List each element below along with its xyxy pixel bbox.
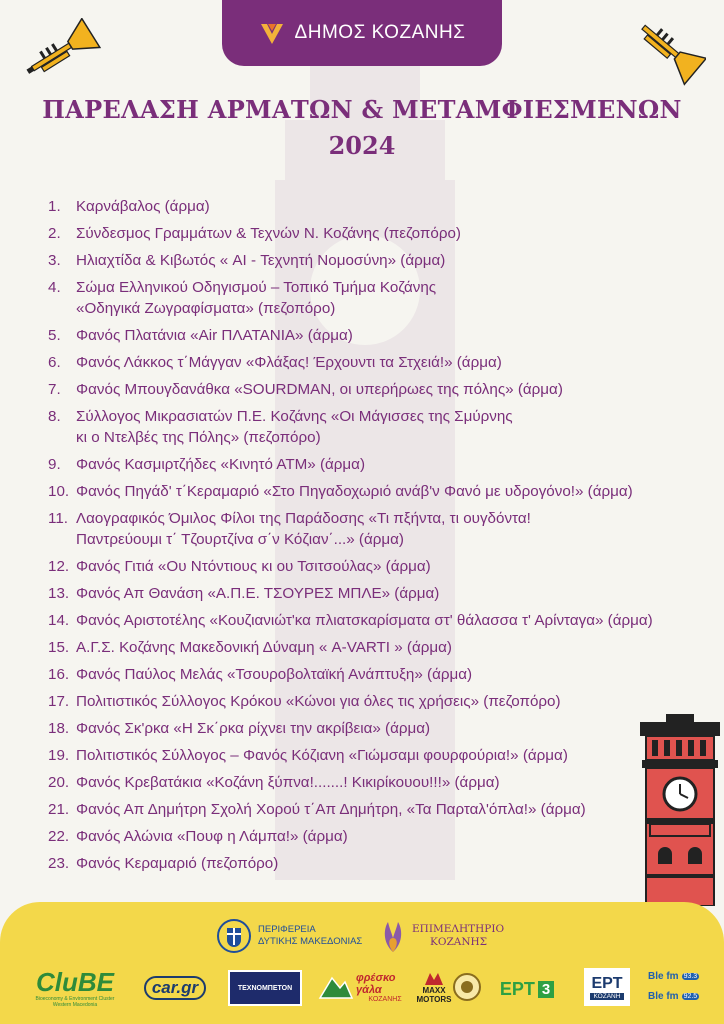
list-item bbox=[48, 826, 698, 847]
list-item-text bbox=[76, 772, 698, 793]
technobeton-text: ΤΕΧΝΟΜΠΕΤΟΝ bbox=[237, 984, 293, 992]
list-item-line: Φανός Σκ'ρκα «Η Σκ΄ρκα ρίχνει την ακρίβεια» (άρμα) bbox=[76, 720, 431, 737]
clube-logo bbox=[22, 968, 128, 1008]
municipality-name: ΔΗΜΟΣ ΚΟΖΑΝΗΣ bbox=[294, 22, 466, 43]
list-item-line: κι ο Ντελβές της Πόλης» (πεζοπόρο) bbox=[76, 429, 321, 446]
clube-subtitle: Bioeconomy & Environment Cluster Western Macedonia bbox=[35, 996, 115, 1008]
list-item bbox=[48, 379, 698, 400]
blefm-freq-1: 93.3 bbox=[683, 972, 698, 980]
list-item-number: 5. bbox=[48, 327, 61, 344]
list-item-text bbox=[76, 223, 698, 244]
association-badge-icon bbox=[452, 972, 482, 1002]
list-item-text bbox=[76, 745, 698, 766]
list-item bbox=[48, 481, 698, 502]
list-item-line: Φανός Κρεβατάκια «Κοζάνη ξύπνα!.......! Κικιρίκουου!!!» (άρμα) bbox=[76, 774, 500, 791]
list-item-line: Φανός Λάκκος τ΄Μάγγαν «Φλάξας! Έρχουντι τα Στχειά!» (άρμα) bbox=[76, 354, 502, 371]
list-item bbox=[48, 454, 698, 475]
list-item-line: Φανός Πηγάδ' τ΄Κεραμαριό «Στο Πηγαδοχωριό ανάβ'ν Φανό με υδρογόνο!» (άρμα) bbox=[76, 483, 633, 500]
page-year: 2024 bbox=[328, 131, 396, 160]
clube-name: CluBE bbox=[36, 967, 114, 997]
list-item-text bbox=[76, 853, 698, 874]
list-item bbox=[48, 664, 698, 685]
clock-tower-icon bbox=[636, 714, 724, 906]
list-item bbox=[48, 406, 698, 448]
page-title: ΠΑΡΕΛΑΣΗ ΑΡΜΑΤΩΝ & ΜΕΤΑΜΦΙΕΣΜΕΝΩΝ bbox=[42, 95, 682, 124]
list-item bbox=[48, 610, 698, 631]
list-item-text bbox=[76, 610, 698, 631]
region-line1: ΠΕΡΙΦΕΡΕΙΑ bbox=[258, 924, 316, 935]
list-item-number: 23. bbox=[48, 855, 70, 872]
list-item bbox=[48, 556, 698, 577]
list-item-line: Λαογραφικός Όμιλος Φίλοι της Παράδοσης «Τι πξήντα, τι ουγδόντα! bbox=[76, 510, 531, 527]
list-item-number: 17. bbox=[48, 693, 70, 710]
list-item-text bbox=[76, 556, 698, 577]
list-item-text bbox=[76, 583, 698, 604]
list-item-number: 21. bbox=[48, 801, 70, 818]
list-item-number: 19. bbox=[48, 747, 70, 764]
list-item bbox=[48, 196, 698, 217]
cargr-logo bbox=[136, 974, 214, 1002]
list-item-number: 12. bbox=[48, 558, 70, 575]
list-item bbox=[48, 508, 698, 550]
maxx-motors-logo bbox=[414, 968, 454, 1008]
list-item bbox=[48, 718, 698, 739]
list-item-line: Φανός Κασμιρτζήδες «Κινητό ΑΤΜ» (άρμα) bbox=[76, 456, 366, 473]
list-item-text bbox=[76, 508, 698, 550]
list-item-line: Σύνδεσμος Γραμμάτων & Τεχνών Ν. Κοζάνης (πεζοπόρο) bbox=[76, 225, 461, 242]
list-item-line: Σύλλογος Μικρασιατών Π.Ε. Κοζάνης «Οι Μάγισσες της Σμύρνης bbox=[76, 408, 513, 425]
region-line2: ΔΥΤΙΚΗΣ ΜΑΚΕΔΟΝΙΑΣ bbox=[258, 936, 363, 947]
list-item-text bbox=[76, 718, 698, 739]
region-logo bbox=[216, 916, 366, 956]
dairy-city: ΚΟΖΑΝΗΣ bbox=[368, 995, 402, 1003]
mountain-club-logo-icon bbox=[318, 972, 354, 1002]
maxx-line2: MOTORS bbox=[416, 995, 452, 1004]
list-item-number: 1. bbox=[48, 198, 61, 215]
list-item bbox=[48, 799, 698, 820]
list-item-number: 13. bbox=[48, 585, 70, 602]
list-item-line: «Οδηγικά Ζωγραφίσματα» (πεζοπόρο) bbox=[76, 300, 336, 317]
ert3-logo bbox=[492, 976, 562, 1002]
list-item-number: 7. bbox=[48, 381, 61, 398]
list-item-line: Φανός Κεραμαριό (πεζοπόρο) bbox=[76, 855, 279, 872]
list-item-line: Φανός Απ Θανάση «Α.Π.Ε. ΤΣΟΥΡΕΣ ΜΠΛΕ» (άρμα) bbox=[76, 585, 440, 602]
blefm-freq-2: 92.5 bbox=[683, 992, 698, 1000]
list-item bbox=[48, 277, 698, 319]
list-item-number: 4. bbox=[48, 279, 61, 296]
chamber-logo bbox=[378, 914, 518, 958]
technobeton-logo bbox=[228, 970, 302, 1006]
list-item bbox=[48, 745, 698, 766]
list-item-line: Φανός Γιτιά «Ου Ντόντιους κι ου Τσιτσούλας» (άρμα) bbox=[76, 558, 431, 575]
list-item-line: Φανός Απ Δημήτρη Σχολή Χορού τ΄Απ Δημήτρη, «Τα Παρταλ'όπλα!» (άρμα) bbox=[76, 801, 586, 818]
list-item-text bbox=[76, 196, 698, 217]
list-item bbox=[48, 637, 698, 658]
list-item-line: Ηλιαχτίδα & Κιβωτός « AI - Τεχνητή Νομοσύνη» (άρμα) bbox=[76, 252, 446, 269]
list-item-line: Πολιτιστικός Σύλλογος Κρόκου «Κώνοι για όλες τις χρήσεις» (πεζοπόρο) bbox=[76, 693, 561, 710]
crocus-icon bbox=[378, 918, 408, 954]
list-item-number: 15. bbox=[48, 639, 70, 656]
dairy-name: φρέσκο γάλα bbox=[356, 971, 396, 996]
list-item-number: 18. bbox=[48, 720, 70, 737]
list-item-number: 20. bbox=[48, 774, 70, 791]
list-item-line: Πολιτιστικός Σύλλογος – Φανός Κόζιανη «Γιώμσαμι φουρφούρια!» (άρμα) bbox=[76, 747, 568, 764]
dairy-logo bbox=[356, 968, 414, 1006]
list-item bbox=[48, 352, 698, 373]
list-item-text bbox=[76, 454, 698, 475]
list-item bbox=[48, 691, 698, 712]
list-item-number: 3. bbox=[48, 252, 61, 269]
list-item-text bbox=[76, 481, 698, 502]
list-item-number: 16. bbox=[48, 666, 70, 683]
list-item bbox=[48, 250, 698, 271]
header-banner bbox=[222, 0, 502, 66]
list-item-line: Φανός Αριστοτέλης «Κουζιανιώτ'κα πλιατσκαρίσματα στ' θάλασσα τ' Αρίνταγα» (άρμα) bbox=[76, 612, 653, 629]
ert-kozani-city: ΚΟΖΑΝΗ bbox=[590, 993, 625, 1000]
list-item-line: Α.Γ.Σ. Κοζάνης Μακεδονική Δύναμη « A-VARTI » (άρμα) bbox=[76, 639, 452, 656]
list-item-text bbox=[76, 799, 698, 820]
list-item-line: Φανός Αλώνια «Πουφ η Λάμπα!» (άρμα) bbox=[76, 828, 348, 845]
parade-list bbox=[48, 196, 698, 880]
list-item-line: Παντρεύουμι τ΄ Τζουρτζίνα σ΄ν Κόζιαν΄...» (άρμα) bbox=[76, 531, 404, 548]
chamber-line2: ΚΟΖΑΝΗΣ bbox=[430, 936, 488, 948]
list-item-text bbox=[76, 691, 698, 712]
list-item bbox=[48, 583, 698, 604]
list-item-text bbox=[76, 379, 698, 400]
list-item-number: 22. bbox=[48, 828, 70, 845]
ert-kozani-text: ΕΡΤ bbox=[591, 974, 623, 992]
greek-emblem-icon bbox=[216, 918, 252, 954]
list-item bbox=[48, 772, 698, 793]
list-item-line: Φανός Πλατάνια «Air ΠΛΑΤΑΝΙΑ» (άρμα) bbox=[76, 327, 353, 344]
ert3-text: ΕΡΤ bbox=[499, 978, 535, 999]
maxx-line1: MAXX bbox=[422, 986, 446, 995]
list-item-number: 6. bbox=[48, 354, 61, 371]
list-item-text bbox=[76, 277, 698, 319]
list-item-line: Σώμα Ελληνικού Οδηγισμού – Τοπικό Τμήμα Κοζάνης bbox=[76, 279, 437, 296]
list-item bbox=[48, 853, 698, 874]
ert-kozani-logo bbox=[584, 968, 630, 1006]
list-item-text bbox=[76, 637, 698, 658]
trumpet-left-icon bbox=[22, 18, 102, 84]
list-item-number: 11. bbox=[48, 510, 68, 527]
list-item-text bbox=[76, 406, 698, 448]
list-item-number: 8. bbox=[48, 408, 61, 425]
list-item-text bbox=[76, 250, 698, 271]
blefm-name-1: Ble fm bbox=[648, 970, 679, 982]
list-item-number: 14. bbox=[48, 612, 70, 629]
blefm-name-2: Ble fm bbox=[648, 990, 679, 1002]
list-item-text bbox=[76, 325, 698, 346]
blefm-logo bbox=[648, 966, 712, 1006]
cargr-text: car.gr bbox=[144, 976, 206, 1000]
list-item-number: 10. bbox=[48, 483, 70, 500]
maxx-icon bbox=[424, 972, 444, 986]
trumpet-right-icon bbox=[630, 16, 706, 86]
list-item-line: Φανός Παύλος Μελάς «Τσουροβολταϊκή Ανάπτυξη» (άρμα) bbox=[76, 666, 473, 683]
list-item-number: 9. bbox=[48, 456, 61, 473]
municipality-logo-icon bbox=[259, 20, 285, 46]
list-item-text bbox=[76, 664, 698, 685]
list-item-line: Φανός Μπουγδανάθκα «SOURDMAN, οι υπερήρωες της πόλης» (άρμα) bbox=[76, 381, 563, 398]
list-item-text bbox=[76, 352, 698, 373]
list-item-number: 2. bbox=[48, 225, 61, 242]
list-item bbox=[48, 223, 698, 244]
chamber-line1: ΕΠΙΜΕΛΗΤΗΡΙΟ bbox=[412, 923, 505, 935]
list-item bbox=[48, 325, 698, 346]
ert3-number: 3 bbox=[538, 981, 554, 998]
list-item-text bbox=[76, 826, 698, 847]
list-item-line: Καρνάβαλος (άρμα) bbox=[76, 198, 210, 215]
sponsors-footer bbox=[0, 902, 724, 1024]
